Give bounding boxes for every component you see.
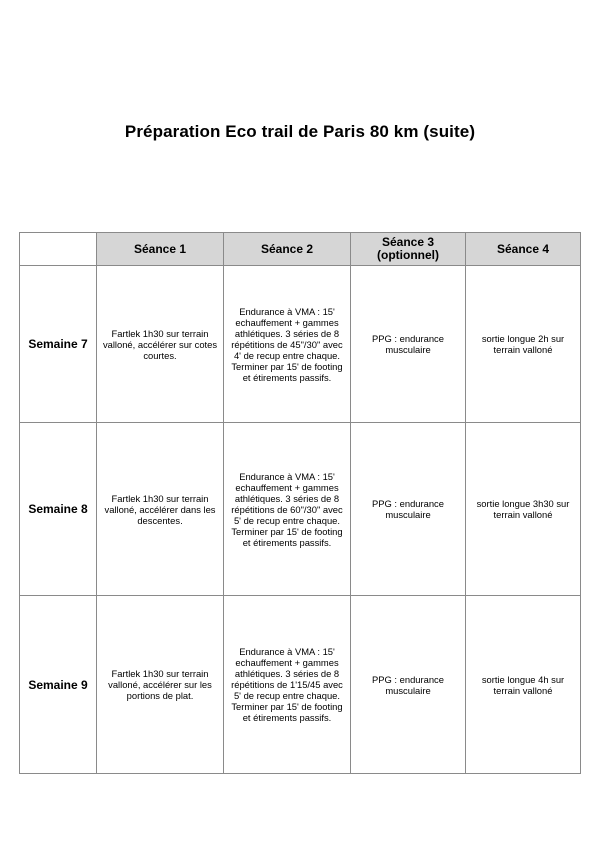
seance-4-cell	[466, 596, 581, 774]
cell-line: musculaire	[385, 684, 431, 696]
cell-line: 4' de recup entre chaque.	[233, 349, 341, 361]
cell-line: sortie longue 3h30 sur	[476, 498, 570, 509]
column-header-label: Séance 2	[260, 241, 314, 256]
cell-line: Terminer par 15' de footing	[231, 360, 343, 372]
table-header-row	[20, 233, 581, 266]
cell-line: Fartlek 1h30 sur terrain	[111, 327, 209, 339]
cell-line: répétitions de 60"/30" avec	[231, 503, 343, 515]
cell-line: Fartlek 1h30 sur terrain	[111, 668, 209, 679]
column-header-seance-2	[224, 233, 351, 266]
cell-line: répétitions de 45"/30" avec	[231, 338, 343, 350]
cell-line: descentes.	[137, 514, 183, 526]
table-row	[20, 423, 581, 596]
seance-3-cell	[351, 423, 466, 596]
cell-line: 5' de recup entre chaque.	[233, 690, 341, 701]
header-line: (optionnel)	[377, 248, 439, 262]
week-label: Semaine 9	[20, 596, 97, 774]
column-header-seance-3	[351, 233, 466, 266]
seance-4-cell	[466, 266, 581, 423]
week-label: Semaine 8	[20, 423, 97, 596]
cell-line: Endurance à VMA : 15'	[239, 305, 335, 317]
cell-line: et étirements passifs.	[242, 371, 332, 383]
cell-line: et étirements passifs.	[242, 536, 332, 548]
cell-line: terrain valloné	[493, 344, 553, 355]
seance-2-cell	[224, 266, 351, 423]
training-plan-table	[19, 232, 581, 774]
cell-line: echauffement + gammes	[235, 481, 339, 493]
cell-line: PPG : endurance	[372, 498, 444, 509]
week-label: Semaine 7	[20, 266, 97, 423]
seance-1-cell	[97, 596, 224, 774]
cell-line: Fartlek 1h30 sur terrain	[111, 492, 209, 504]
cell-line: echauffement + gammes	[235, 657, 339, 668]
column-header-label: Séance 1	[133, 241, 187, 256]
seance-4-cell	[466, 423, 581, 596]
cell-line: répétitions de 1'15/45 avec	[231, 679, 343, 690]
cell-line: echauffement + gammes	[235, 316, 339, 328]
cell-line: valloné, accélérer dans les	[104, 503, 216, 515]
cell-line: PPG : endurance	[372, 333, 444, 344]
cell-line: Terminer par 15' de footing	[231, 525, 343, 537]
seance-2-cell	[224, 596, 351, 774]
cell-line: athlétiques. 3 séries de 8	[234, 668, 340, 679]
cell-line: terrain valloné	[493, 509, 553, 520]
header-line: Séance 3	[381, 235, 435, 249]
seance-2-cell	[224, 423, 351, 596]
column-header-label	[355, 236, 461, 262]
cell-line: sortie longue 2h sur	[481, 333, 565, 344]
cell-line: portions de plat.	[126, 690, 194, 701]
cell-line: Terminer par 15' de footing	[231, 701, 343, 712]
cell-line: musculaire	[385, 509, 431, 520]
cell-line: valloné, accélérer sur cotes	[102, 338, 218, 350]
seance-3-cell	[351, 596, 466, 774]
cell-line: musculaire	[385, 344, 431, 355]
cell-line: valloné, accélérer sur les	[108, 679, 212, 690]
column-header-label: Séance 4	[496, 241, 550, 256]
cell-line: terrain valloné	[493, 684, 553, 696]
cell-line: Endurance à VMA : 15'	[239, 646, 335, 657]
cell-line: Endurance à VMA : 15'	[239, 470, 335, 482]
table-row	[20, 596, 581, 774]
page-title: Préparation Eco trail de Paris 80 km (suite)	[124, 122, 476, 141]
cell-line: courtes.	[143, 349, 177, 361]
cell-line: 5' de recup entre chaque.	[233, 514, 341, 526]
cell-line: et étirements passifs.	[242, 712, 332, 723]
cell-line: athlétiques. 3 séries de 8	[234, 327, 340, 339]
seance-1-cell	[97, 423, 224, 596]
cell-line: sortie longue 4h sur	[481, 673, 565, 685]
seance-3-cell	[351, 266, 466, 423]
header-corner-cell	[20, 233, 97, 266]
column-header-seance-4	[466, 233, 581, 266]
table-row	[20, 266, 581, 423]
cell-line: PPG : endurance	[372, 673, 444, 685]
seance-1-cell	[97, 266, 224, 423]
column-header-seance-1	[97, 233, 224, 266]
cell-line: athlétiques. 3 séries de 8	[234, 492, 340, 504]
